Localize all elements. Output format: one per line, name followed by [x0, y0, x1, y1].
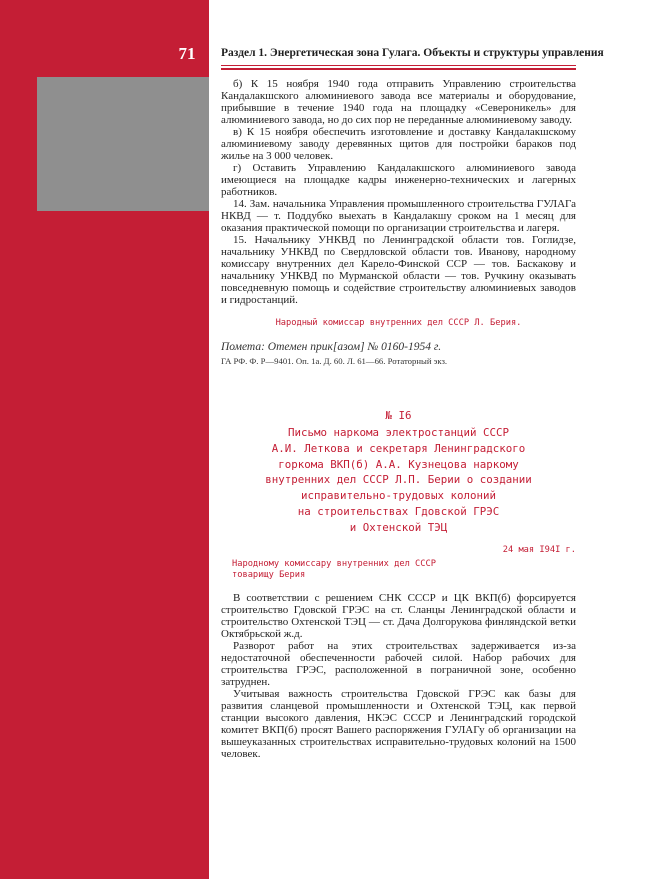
title-line: исправительно-трудовых колоний: [300, 489, 496, 503]
title-line: на строительствах Гдовской ГРЭС: [297, 504, 500, 518]
title-line: и Охтенской ТЭЦ: [349, 520, 448, 534]
document-title: [221, 425, 576, 536]
title-line: горкома ВКП(б) А.А. Кузнецова наркому: [278, 457, 519, 471]
addressee-line: товарищу Берия: [232, 570, 306, 580]
annotation-note: Помета: Отемен прик[азом] № 0160-1954 г.: [221, 341, 442, 353]
document-number: № I6: [385, 409, 412, 422]
paragraph: В соответствии с решением СНК СССР и ЦК ВКП(б) форсируется строительство Гдовской ГРЭС на ст. Сланцы Ленинградской области и строительство Охтенской ТЭЦ — ст. Дача Долгорукова финляндской ветки Октябрьской ж.д.: [221, 592, 576, 640]
header-rule-thin: [221, 65, 576, 66]
addressee: [232, 559, 572, 581]
archive-reference: ГА РФ. Ф. Р—9401. Оп. 1а. Д. 60. Л. 61—66. Ротаторный экз.: [221, 356, 448, 366]
paragraph: 14. Зам. начальника Управления промышленного строительства ГУЛАГа НКВД — т. Поддубко выехать в Кандалакшу сроком на 1 месяц для оказания практической помощи по организации строительства и лагеря.: [221, 198, 576, 234]
paragraph: б) К 15 ноября 1940 года отправить Управлению строительства Кандалакшского алюминиевого завода все материалы и оборудование, прибывшие в течение 1940 года на площадку «Североникель» для алюминиевого завода, но до сих пор не переданные алюминиевому заводу.: [221, 78, 576, 126]
paragraph: в) К 15 ноября обеспечить изготовление и доставку Кандалакшскому алюминиевому заводу деревянных щитов для постройки бараков под жилье на 3 000 человек.: [221, 126, 576, 162]
page-number: 71: [178, 44, 196, 63]
paragraph: Разворот работ на этих строительствах задерживается из-за недостаточной обеспеченности рабочей силой. Набор рабочих для строительства ГРЭС, расположенной в пограничной зоне, особенно затруднен.: [221, 640, 576, 688]
top-text-block: [221, 78, 576, 306]
paragraph: 15. Начальнику УНКВД по Ленинградской области тов. Гоглидзе, начальнику УНКВД по Свердловской области тов. Иванову, народному комиссару внутренних дел Карело-Финской ССР — тов. Баскакову и начальнику УНКВД по Мурманской области — тов. Ручкину оказывать повседневную помощь и содействие строительству алюминиевых заводов и гидростанций.: [221, 234, 576, 306]
addressee-line: Народному комиссару внутренних дел СССР: [232, 559, 436, 569]
signature-line: Народный комиссар внутренних дел СССР Л. Берия.: [275, 318, 522, 328]
title-line: внутренних дел СССР Л.П. Берии о создании: [265, 473, 532, 487]
paragraph: Учитывая важность строительства Гдовской ГРЭС как базы для развития сланцевой промышленности и Охтенской ТЭЦ, как первой станции высокого давления, НКЭС СССР и Ленинградский городской комитет ВКП(б) просят Вашего распоряжения ГУЛАГу об организации на вышеуказанных строительствах исправительно-трудовых колоний на 1500 человек.: [221, 688, 576, 760]
title-line: Письмо наркома электростанций СССР: [287, 426, 509, 439]
archival-photo: [37, 77, 209, 211]
document-date: 24 мая I94I г.: [502, 545, 576, 555]
letter-text-block: [221, 592, 576, 760]
running-header: Раздел 1. Энергетическая зона Гулага. Объекты и структуры управления: [221, 47, 604, 59]
paragraph: г) Оставить Управлению Кандалакшского алюминиевого завода имеющиеся на площадке кадры инженерно-технических и лагерных работников.: [221, 162, 576, 198]
header-rule-thick: [221, 68, 576, 70]
title-line: А.И. Леткова и секретаря Ленинградского: [271, 441, 526, 455]
